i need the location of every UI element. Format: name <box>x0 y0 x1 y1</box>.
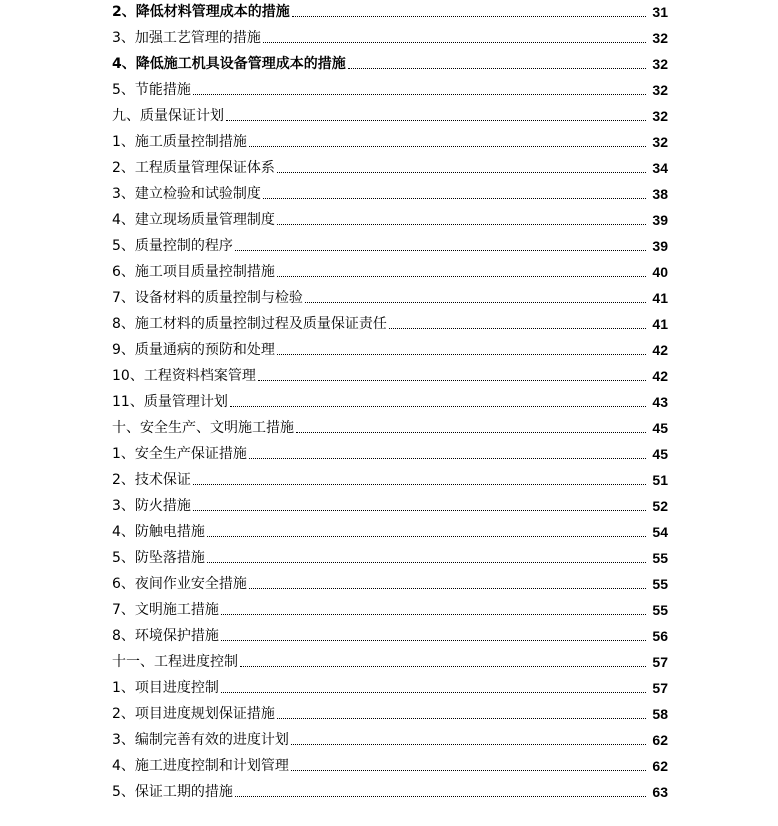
toc-entry-title: 1、项目进度控制 <box>112 680 219 696</box>
toc-dot-leader <box>258 379 646 381</box>
toc-entry-title: 5、质量控制的程序 <box>112 238 233 254</box>
toc-entry[interactable] <box>112 308 668 334</box>
toc-entry-title: 10、工程资料档案管理 <box>112 368 256 384</box>
toc-entry-title: 6、夜间作业安全措施 <box>112 576 247 592</box>
toc-entry-page-number: 56 <box>652 628 668 644</box>
toc-entry[interactable] <box>112 594 668 620</box>
toc-entry-title: 7、设备材料的质量控制与检验 <box>112 290 303 306</box>
toc-entry-page-number: 42 <box>652 342 668 358</box>
toc-entry-title: 3、加强工艺管理的措施 <box>112 30 261 46</box>
toc-entry[interactable] <box>112 360 668 386</box>
toc-entry-page-number: 41 <box>652 290 668 306</box>
toc-dot-leader <box>277 275 646 277</box>
toc-dot-leader <box>305 301 646 303</box>
toc-entry[interactable] <box>112 0 668 22</box>
toc-entry-page-number: 32 <box>652 56 668 72</box>
toc-entry-page-number: 57 <box>652 654 668 670</box>
toc-entry-page-number: 32 <box>652 82 668 98</box>
toc-entry[interactable] <box>112 230 668 256</box>
toc-entry-page-number: 40 <box>652 264 668 280</box>
toc-entry[interactable] <box>112 698 668 724</box>
toc-dot-leader <box>249 457 646 459</box>
toc-entry[interactable] <box>112 48 668 74</box>
toc-dot-leader <box>240 665 646 667</box>
toc-entry-page-number: 41 <box>652 316 668 332</box>
toc-entry-title: 十、安全生产、文明施工措施 <box>112 420 294 436</box>
toc-entry-title: 1、施工质量控制措施 <box>112 134 247 150</box>
toc-entry[interactable] <box>112 22 668 48</box>
toc-dot-leader <box>292 15 646 17</box>
toc-entry-page-number: 55 <box>652 550 668 566</box>
toc-entry[interactable] <box>112 74 668 100</box>
toc-entry-page-number: 51 <box>652 472 668 488</box>
toc-entry[interactable] <box>112 412 668 438</box>
toc-dot-leader <box>193 483 646 485</box>
toc-entry-title: 8、施工材料的质量控制过程及质量保证责任 <box>112 316 387 332</box>
toc-dot-leader <box>291 769 646 771</box>
toc-entry-title: 2、降低材料管理成本的措施 <box>112 4 290 20</box>
toc-dot-leader <box>277 353 646 355</box>
toc-entry-title: 1、安全生产保证措施 <box>112 446 247 462</box>
toc-entry-title: 十一、工程进度控制 <box>112 654 238 670</box>
toc-entry-title: 4、施工进度控制和计划管理 <box>112 758 289 774</box>
toc-entry-title: 5、防坠落措施 <box>112 550 205 566</box>
toc-entry[interactable] <box>112 126 668 152</box>
toc-entry-title: 2、工程质量管理保证体系 <box>112 160 275 176</box>
toc-entry-title: 7、文明施工措施 <box>112 602 219 618</box>
toc-entry-page-number: 55 <box>652 602 668 618</box>
toc-entry-page-number: 38 <box>652 186 668 202</box>
toc-dot-leader <box>230 405 646 407</box>
toc-entry-title: 5、保证工期的措施 <box>112 784 233 800</box>
toc-entry-page-number: 45 <box>652 420 668 436</box>
toc-entry-title: 4、防触电措施 <box>112 524 205 540</box>
toc-entry[interactable] <box>112 386 668 412</box>
toc-entry-title: 2、项目进度规划保证措施 <box>112 706 275 722</box>
toc-entry-page-number: 62 <box>652 758 668 774</box>
toc-entry[interactable] <box>112 568 668 594</box>
toc-dot-leader <box>221 691 646 693</box>
toc-entry-page-number: 57 <box>652 680 668 696</box>
toc-dot-leader <box>296 431 646 433</box>
toc-entry-title: 9、质量通病的预防和处理 <box>112 342 275 358</box>
toc-dot-leader <box>249 587 646 589</box>
toc-dot-leader <box>193 93 646 95</box>
toc-entry-page-number: 54 <box>652 524 668 540</box>
toc-entry-page-number: 39 <box>652 238 668 254</box>
toc-dot-leader <box>207 535 646 537</box>
toc-entry-page-number: 58 <box>652 706 668 722</box>
toc-entry-page-number: 39 <box>652 212 668 228</box>
toc-entry-title: 11、质量管理计划 <box>112 394 228 410</box>
toc-entry-page-number: 43 <box>652 394 668 410</box>
toc-entry[interactable] <box>112 204 668 230</box>
toc-entry-title: 4、降低施工机具设备管理成本的措施 <box>112 56 346 72</box>
toc-entry-page-number: 63 <box>652 784 668 800</box>
toc-entry-page-number: 42 <box>652 368 668 384</box>
toc-entry-page-number: 52 <box>652 498 668 514</box>
toc-dot-leader <box>348 67 646 69</box>
toc-entry-page-number: 32 <box>652 30 668 46</box>
toc-dot-leader <box>235 795 646 797</box>
toc-entry[interactable] <box>112 672 668 698</box>
toc-entry-page-number: 31 <box>652 4 668 20</box>
toc-entry[interactable] <box>112 750 668 776</box>
toc-entry[interactable] <box>112 724 668 750</box>
toc-dot-leader <box>277 223 646 225</box>
toc-entry-page-number: 34 <box>652 160 668 176</box>
toc-entry-title: 九、质量保证计划 <box>112 108 224 124</box>
toc-entry[interactable] <box>112 646 668 672</box>
toc-entry[interactable] <box>112 464 668 490</box>
toc-entry-title: 6、施工项目质量控制措施 <box>112 264 275 280</box>
toc-entry[interactable] <box>112 152 668 178</box>
toc-dot-leader <box>235 249 646 251</box>
toc-entry[interactable] <box>112 100 668 126</box>
toc-dot-leader <box>263 197 646 199</box>
toc-dot-leader <box>263 41 646 43</box>
toc-dot-leader <box>221 613 646 615</box>
toc-entry-title: 2、技术保证 <box>112 472 191 488</box>
toc-entry-page-number: 45 <box>652 446 668 462</box>
toc-entry-title: 3、编制完善有效的进度计划 <box>112 732 289 748</box>
toc-entry[interactable] <box>112 178 668 204</box>
toc-entry-title: 4、建立现场质量管理制度 <box>112 212 275 228</box>
toc-entry[interactable] <box>112 438 668 464</box>
toc-entry-page-number: 62 <box>652 732 668 748</box>
toc-dot-leader <box>389 327 646 329</box>
toc-entry-title: 3、建立检验和试验制度 <box>112 186 261 202</box>
toc-entry[interactable] <box>112 542 668 568</box>
toc-dot-leader <box>193 509 646 511</box>
toc-entry-page-number: 32 <box>652 108 668 124</box>
toc-entry[interactable] <box>112 282 668 308</box>
toc-dot-leader <box>226 119 646 121</box>
toc-dot-leader <box>207 561 646 563</box>
toc-entry-title: 8、环境保护措施 <box>112 628 219 644</box>
toc-dot-leader <box>221 639 646 641</box>
toc-dot-leader <box>249 145 646 147</box>
toc-entry[interactable] <box>112 256 668 282</box>
toc-entry-title: 3、防火措施 <box>112 498 191 514</box>
toc-entry[interactable] <box>112 490 668 516</box>
toc-entry[interactable] <box>112 516 668 542</box>
toc-entry-page-number: 32 <box>652 134 668 150</box>
table-of-contents <box>112 0 668 802</box>
toc-entry-page-number: 55 <box>652 576 668 592</box>
toc-entry[interactable] <box>112 334 668 360</box>
toc-entry-title: 5、节能措施 <box>112 82 191 98</box>
toc-dot-leader <box>277 171 646 173</box>
toc-entry[interactable] <box>112 776 668 802</box>
toc-dot-leader <box>277 717 646 719</box>
toc-entry[interactable] <box>112 620 668 646</box>
toc-dot-leader <box>291 743 646 745</box>
